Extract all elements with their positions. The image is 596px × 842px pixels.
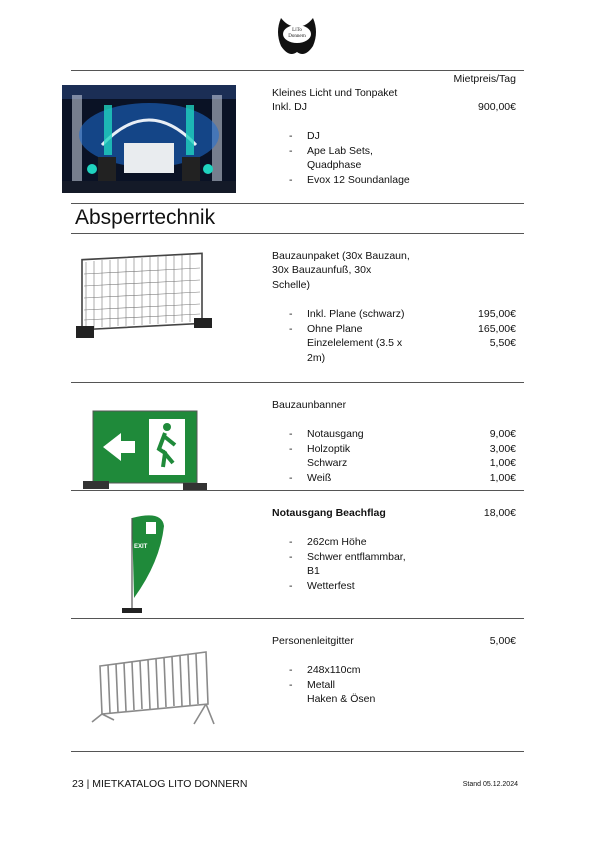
item3-feature-list (289, 427, 364, 485)
footer-left: 23 | MIETKATALOG LITO DONNERN (72, 778, 248, 790)
divider (71, 618, 524, 619)
list-item: Schwarz (307, 457, 348, 469)
price-value: 3,00€ (489, 442, 516, 455)
price-value: 1,00€ (489, 471, 516, 484)
divider (71, 70, 524, 71)
item4-title: Notausgang Beachflag (272, 507, 386, 519)
price-value: 1,00€ (489, 457, 516, 469)
logo-text-line2: Donnern (288, 34, 306, 39)
list-item: - Weiß (289, 471, 364, 486)
list-item: - Notausgang (289, 427, 364, 442)
item3-price-list (490, 427, 516, 485)
logo-text-line1: LiTo (292, 28, 302, 33)
price-value: 195,00€ (478, 308, 516, 320)
list-item: - 262cm Höhe (289, 535, 406, 550)
item1-feature-list (289, 129, 410, 187)
list-item: - Ape Lab Sets, (289, 144, 410, 159)
item1-title-line1: Kleines Licht und Tonpaket (272, 87, 398, 99)
item4-feature-list (289, 535, 406, 564)
item2-title-line3: Schelle) (272, 279, 310, 291)
list-item: - DJ (289, 129, 410, 144)
divider (71, 203, 524, 204)
item1-price: 900,00€ (478, 101, 516, 113)
logo (271, 12, 323, 60)
list-item: Haken & Ösen (307, 693, 376, 705)
item4-feature-list-cont (289, 579, 355, 594)
list-item: - Evox 12 Soundanlage (289, 173, 410, 188)
footer-date: Stand 05.12.2024 (462, 781, 518, 788)
list-item-continuation: 2m) (307, 352, 326, 364)
item4-price: 18,00€ (483, 507, 516, 519)
item2-feature-list (289, 307, 404, 351)
item5-feature-list (289, 663, 375, 707)
item2-title-line2: 30x Bauzaunfuß, 30x (272, 264, 372, 276)
item3-title: Bauzaunbanner (272, 399, 347, 411)
list-item: - Inkl. Plane (schwarz) (289, 307, 404, 322)
list-item: - Wetterfest (289, 579, 355, 594)
price-value: 5,50€ (489, 337, 516, 349)
price-value: 165,00€ (478, 322, 516, 335)
price-column-header: Mietpreis/Tag (453, 73, 516, 85)
item2-title-line1: Bauzaunpaket (30x Bauzaun, (272, 250, 410, 262)
exit-banner-image (83, 407, 208, 493)
list-item: - Metall (289, 678, 375, 693)
construction-fence-image (76, 250, 214, 345)
flag-exit-label: EXIT (134, 544, 148, 550)
list-item-continuation: Quadphase (307, 159, 362, 171)
item2-price-list (478, 307, 516, 351)
item5-title: Personenleitgitter (272, 635, 354, 647)
crowd-barrier-image (88, 644, 218, 730)
beach-flag-image (118, 512, 168, 616)
divider (71, 233, 524, 234)
item5-price: 5,00€ (489, 635, 516, 647)
list-item-continuation: B1 (307, 565, 320, 577)
list-item: Einzelelement (3.5 x (307, 337, 403, 349)
price-value: 9,00€ (489, 428, 516, 440)
list-item: - 248x110cm (289, 663, 375, 678)
list-item: - Ohne Plane (289, 322, 404, 337)
divider (71, 751, 524, 752)
divider (71, 490, 524, 491)
section-title: Absperrtechnik (75, 206, 216, 229)
stage-lighting-photo (62, 85, 236, 193)
list-item (289, 158, 410, 173)
divider (71, 382, 524, 383)
list-item: - Holzoptik (289, 442, 364, 457)
item1-title-line2: Inkl. DJ (272, 101, 308, 113)
list-item: - Schwer entflammbar, (289, 550, 406, 565)
